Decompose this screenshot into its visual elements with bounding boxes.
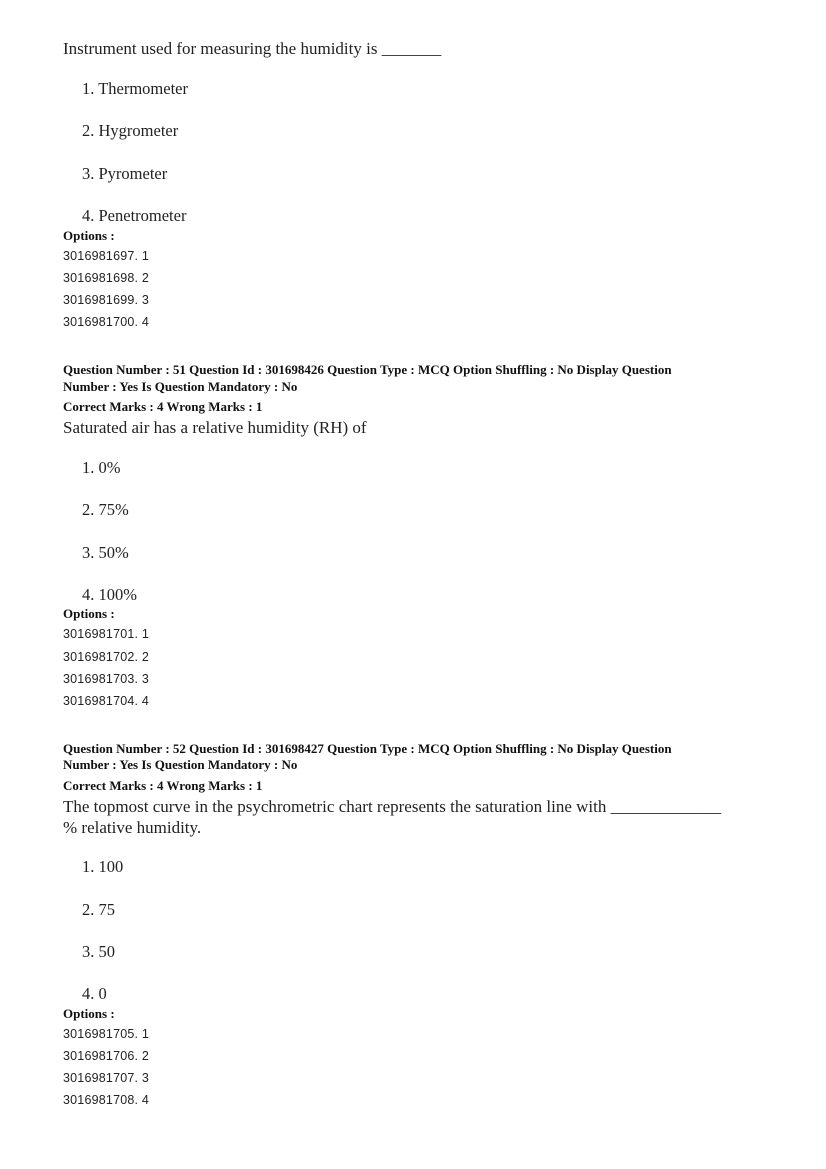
- option-id: 3016981701. 1: [63, 627, 150, 641]
- option-id: 3016981707. 3: [63, 1071, 150, 1085]
- choice-2: 2. 75: [82, 900, 115, 919]
- question-meta: Question Number : 52 Question Id : 301698427 Question Type : MCQ Option Shuffling : No Display Question: [63, 741, 672, 756]
- choice-2: 2. Hygrometer: [82, 121, 179, 140]
- choice-1: 1. Thermometer: [82, 79, 188, 98]
- option-id: 3016981699. 3: [63, 293, 150, 307]
- question-meta: Question Number : 51 Question Id : 301698426 Question Type : MCQ Option Shuffling : No Display Question: [63, 362, 672, 377]
- option-id: 3016981706. 2: [63, 1049, 150, 1063]
- option-id: 3016981698. 2: [63, 271, 150, 285]
- choice-2: 2. 75%: [82, 500, 129, 519]
- choice-4: 4. 100%: [82, 585, 137, 604]
- choice-4: 4. 0: [82, 984, 107, 1003]
- choice-4: 4. Penetrometer: [82, 206, 187, 225]
- option-id: 3016981704. 4: [63, 694, 150, 708]
- question-text: Instrument used for measuring the humidity is _______: [63, 39, 442, 58]
- question-text: % relative humidity.: [63, 818, 202, 837]
- question-marks: Correct Marks : 4 Wrong Marks : 1: [63, 399, 263, 414]
- options-label: Options :: [63, 228, 115, 243]
- option-id: 3016981708. 4: [63, 1093, 150, 1107]
- option-id: 3016981705. 1: [63, 1027, 150, 1041]
- choice-1: 1. 100: [82, 857, 124, 876]
- question-meta: Number : Yes Is Question Mandatory : No: [63, 379, 298, 394]
- question-marks: Correct Marks : 4 Wrong Marks : 1: [63, 778, 263, 793]
- choice-3: 3. Pyrometer: [82, 164, 168, 183]
- option-id: 3016981702. 2: [63, 650, 150, 664]
- choice-3: 3. 50: [82, 942, 115, 961]
- options-label: Options :: [63, 606, 115, 621]
- option-id: 3016981697. 1: [63, 249, 150, 263]
- question-meta: Number : Yes Is Question Mandatory : No: [63, 757, 298, 772]
- option-id: 3016981703. 3: [63, 672, 150, 686]
- choice-3: 3. 50%: [82, 543, 129, 562]
- question-text: Saturated air has a relative humidity (RH) of: [63, 418, 367, 437]
- choice-1: 1. 0%: [82, 458, 121, 477]
- option-id: 3016981700. 4: [63, 315, 150, 329]
- options-label: Options :: [63, 1006, 115, 1021]
- question-text: The topmost curve in the psychrometric chart represents the saturation line with _____________: [63, 797, 722, 816]
